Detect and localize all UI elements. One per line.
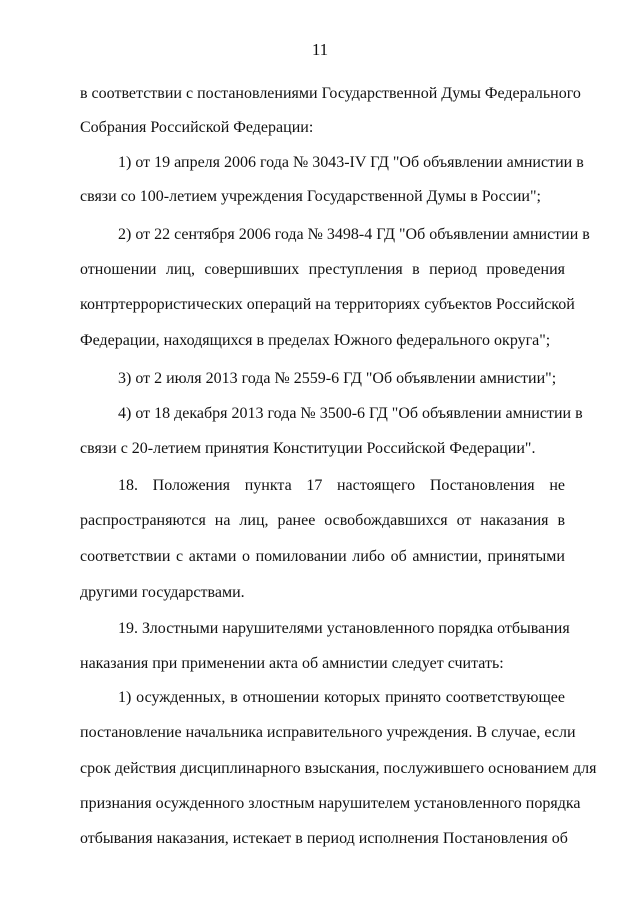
- body-line-2: Собрания Российской Федерации:: [80, 119, 314, 136]
- body-line-6: отношении лиц, совершивших преступления в период проведения: [80, 261, 565, 278]
- body-line-12: 18. Положения пункта 17 настоящего Постановления не: [118, 477, 565, 494]
- body-line-9: 3) от 2 июля 2013 года № 2559-6 ГД "Об объявлении амнистии";: [118, 370, 557, 387]
- body-line-18: 1) осужденных, в отношении которых принято соответствующее: [118, 689, 565, 706]
- body-line-21: признания осужденного злостным нарушителем установленного порядка: [80, 795, 581, 812]
- body-line-17: наказания при применении акта об амнистии следует считать:: [80, 655, 504, 672]
- body-line-5: 2) от 22 сентября 2006 года № 3498-4 ГД "Об объявлении амнистии в: [118, 226, 590, 243]
- body-line-10: 4) от 18 декабря 2013 года № 3500-6 ГД "Об объявлении амнистии в: [118, 405, 583, 422]
- body-line-4: связи со 100-летием учреждения Государственной Думы в России";: [80, 188, 541, 205]
- body-line-1: в соответствии с постановлениями Государственной Думы Федерального: [80, 85, 581, 102]
- body-line-13: распространяются на лиц, ранее освобождавшихся от наказания в: [80, 512, 565, 529]
- body-line-20: срок действия дисциплинарного взыскания, послужившего основанием для: [80, 760, 597, 777]
- body-line-16: 19. Злостными нарушителями установленного порядка отбывания: [118, 620, 570, 637]
- body-line-15: другими государствами.: [80, 584, 245, 601]
- body-line-3: 1) от 19 апреля 2006 года № 3043-IV ГД "Об объявлении амнистии в: [118, 154, 584, 171]
- body-line-7: контртеррористических операций на территориях субъектов Российской: [80, 296, 575, 313]
- body-line-14: соответствии с актами о помиловании либо об амнистии, принятыми: [80, 548, 565, 565]
- body-line-11: связи с 20-летием принятия Конституции Российской Федерации".: [80, 440, 536, 457]
- body-line-22: отбывания наказания, истекает в период исполнения Постановления об: [80, 830, 568, 847]
- body-line-19: постановление начальника исправительного учреждения. В случае, если: [80, 724, 576, 741]
- body-line-8: Федерации, находящихся в пределах Южного федерального округа";: [80, 332, 551, 349]
- page-number: 11: [311, 40, 329, 59]
